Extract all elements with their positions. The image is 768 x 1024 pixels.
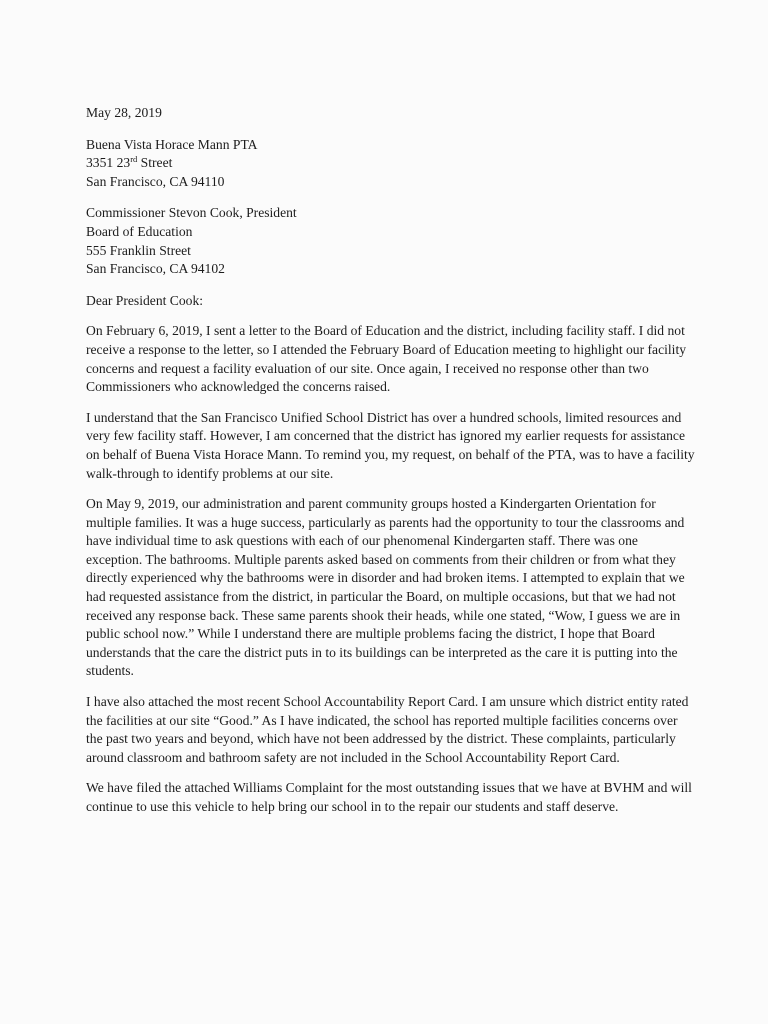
sender-city: San Francisco, CA 94110 [86, 173, 225, 189]
recipient-name: Commissioner Stevon Cook, President [86, 205, 297, 221]
recipient-city: San Francisco, CA 94102 [86, 261, 225, 277]
letter-date: May 28, 2019 [86, 105, 162, 120]
body-paragraph-4: I have also attached the most recent School Accountability Report Card. I am unsure which district entity rated the facilities at our site “Good.” As I have indicated, the school has reported multiple facilities concerns over the past two years and beyond, which have not been addressed by the district. These complaints, particularly around classroom and bathroom safety are not included in the School Accountability Report Card. [86, 694, 689, 765]
recipient-street: 555 Franklin Street [86, 242, 191, 258]
sender-name: Buena Vista Horace Mann PTA [86, 136, 258, 152]
recipient-address [86, 204, 696, 278]
recipient-org: Board of Education [86, 223, 193, 239]
body-paragraph-5: We have filed the attached Williams Complaint for the most outstanding issues that we have at BVHM and will continue to use this vehicle to help bring our school in to the repair our students and staff deserve. [86, 780, 692, 814]
body-paragraph-1: On February 6, 2019, I sent a letter to the Board of Education and the district, including facility staff. I did not receive a response to the letter, so I attended the February Board of Education meeting to highlight our facility concerns and request a facility evaluation of our site. Once again, I received no response other than two Commissioners who acknowledged the concerns raised. [86, 323, 687, 395]
salutation: Dear President Cook: [86, 292, 204, 308]
body-paragraph-3: On May 9, 2019, our administration and parent community groups hosted a Kindergarten Orientation for multiple families. It was a huge success, particularly as parents had the opportunity to tour the classrooms and have individual time to ask questions with each of our phenomenal Kindergarten staff. There was one exception. The bathrooms. Multiple parents asked based on comments from their children or from what they directly experienced why the bathrooms were in disorder and had broken items. I attempted to explain that we had requested assistance from the district, in particular the Board, on multiple occasions, but that we had not received any response back. These same parents shook their heads, while one stated, “Wow, I guess we are in public school now.” While I understand there are multiple problems facing the district, I hope that Board understands that the care the district puts in to its buildings can be interpreted as the care it is putting into the students. [86, 496, 685, 679]
sender-street: 3351 23rd Street [86, 154, 173, 171]
sender-address [86, 136, 696, 192]
body-paragraph-2: I understand that the San Francisco Unified School District has over a hundred schools, limited resources and very few facility staff. However, I am concerned that the district has ignored my earlier requests for assistance on behalf of Buena Vista Horace Mann. To remind you, my request, on behalf of the PTA, was to have a facility walk-through to identify problems at our site. [86, 409, 695, 481]
